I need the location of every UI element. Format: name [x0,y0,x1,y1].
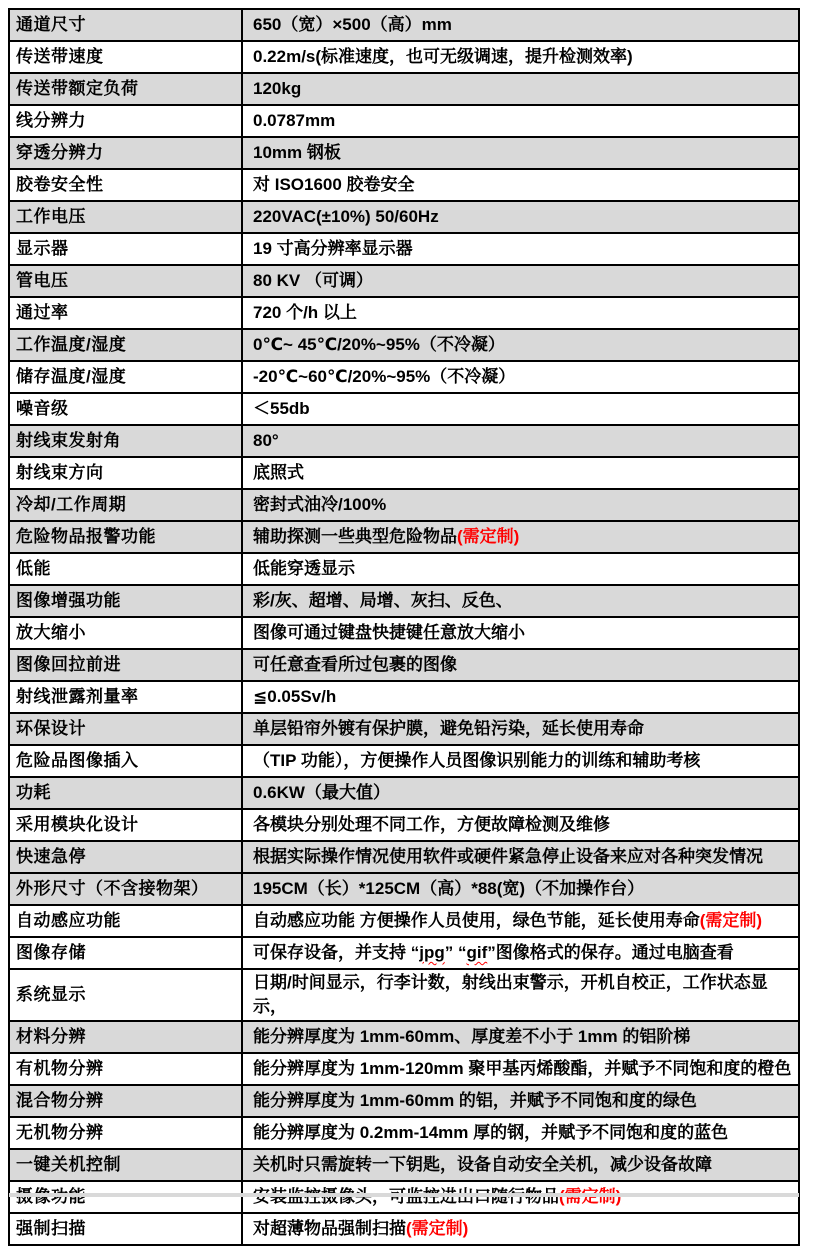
spec-label: 冷却/工作周期 [9,489,242,521]
spec-value [242,777,799,809]
table-row [9,1149,799,1181]
spec-label: 危险物品报警功能 [9,521,242,553]
table-row [9,1053,799,1085]
value-segment: gif [466,943,488,962]
value-segment: （TIP 功能），方便操作人员图像识别能力的训练和辅助考核 [253,751,701,770]
value-segment: 低能穿透显示 [253,559,355,578]
spec-label: 图像存储 [9,937,242,969]
value-segment: ≦0.05Sv/h [253,687,337,706]
value-segment: 650（宽）×500（高）mm [253,15,452,34]
spec-value [242,1053,799,1085]
value-segment: 80 KV （可调） [253,271,373,290]
table-row [9,137,799,169]
spec-value [242,489,799,521]
spec-label: 工作电压 [9,201,242,233]
table-row [9,297,799,329]
table-row [9,233,799,265]
table-row [9,873,799,905]
table-row [9,649,799,681]
spec-value [242,649,799,681]
spec-value [242,905,799,937]
table-row [9,1085,799,1117]
table-row [9,457,799,489]
spec-value [242,521,799,553]
table-row [9,1213,799,1245]
spec-value [242,681,799,713]
value-segment: 可保存设备，并支持 “ [253,943,420,962]
table-row [9,9,799,41]
value-segment: 195CM（长）*125CM（高）*88(宽)（不加操作台） [253,879,645,898]
value-segment: 单层铅帘外镀有保护膜，避免铅污染，延长使用寿命 [253,719,644,738]
value-segment: 底照式 [253,463,304,482]
table-row [9,425,799,457]
value-segment: 根据实际操作情况使用软件或硬件紧急停止设备来应对各种突发情况 [253,847,763,866]
table-row [9,585,799,617]
spec-label: 材料分辨 [9,1021,242,1053]
spec-label: 显示器 [9,233,242,265]
spec-value [242,1021,799,1053]
value-segment: 日期/时间显示，行李计数，射线出束警示，开机自校正，工作状态显示， [253,973,768,1016]
value-segment: 0.6KW（最大值） [253,783,390,802]
spec-label: 放大缩小 [9,617,242,649]
spec-value [242,393,799,425]
table-row [9,1021,799,1053]
spec-label: 图像增强功能 [9,585,242,617]
spec-label: 快速急停 [9,841,242,873]
spec-value [242,329,799,361]
spec-label [9,1181,242,1213]
spec-value [242,201,799,233]
value-segment: ”图像格式的保存。通过电脑查看 [487,943,734,962]
spec-label: 噪音级 [9,393,242,425]
spec-label: 图像回拉前进 [9,649,242,681]
spec-label: 传送带速度 [9,41,242,73]
spec-value [242,425,799,457]
spec-label: 无机物分辨 [9,1117,242,1149]
spec-value [242,969,799,1021]
value-segment: 19 寸高分辨率显示器 [253,239,413,258]
spec-label: 胶卷安全性 [9,169,242,201]
value-segment: 彩/灰、超增、局增、灰扫、反色、 [253,591,513,610]
table-row [9,553,799,585]
spec-label: 强制扫描 [9,1213,242,1245]
spec-value [242,809,799,841]
spec-value [242,105,799,137]
spec-label: 危险品图像插入 [9,745,242,777]
value-segment: 0℃~ 45℃/20%~95%（不冷凝） [253,335,505,354]
spec-label: 混合物分辨 [9,1085,242,1117]
value-segment: 能分辨厚度为 1mm-60mm、厚度差不小于 1mm 的铝阶梯 [253,1027,691,1046]
spec-label: 功耗 [9,777,242,809]
spec-value [242,361,799,393]
spec-label: 外形尺寸（不含接物架） [9,873,242,905]
spec-value [242,617,799,649]
spec-label: 有机物分辨 [9,1053,242,1085]
table-row [9,41,799,73]
value-segment: 能分辨厚度为 0.2mm-14mm 厚的钢，并赋予不同饱和度的蓝色 [253,1123,729,1142]
table-row [9,361,799,393]
table-row [9,105,799,137]
spec-value [242,1149,799,1181]
value-segment: 720 个/h 以上 [253,303,357,322]
table-row [9,201,799,233]
value-segment: 0.0787mm [253,111,336,130]
spec-value [242,873,799,905]
table-row [9,841,799,873]
spec-label: 采用模块化设计 [9,809,242,841]
spec-value [242,73,799,105]
spec-value [242,297,799,329]
table-row [9,617,799,649]
spec-label: 一键关机控制 [9,1149,242,1181]
value-segment: 对 ISO1600 胶卷安全 [253,175,415,194]
spec-label: 环保设计 [9,713,242,745]
table-row [9,745,799,777]
value-segment: 辅助探测一些典型危险物品 [253,527,457,546]
value-segment: 80° [253,431,279,450]
spec-label: 射线泄露剂量率 [9,681,242,713]
value-segment: ＜55db [253,399,310,418]
value-segment: 自动感应功能 方便操作人员使用，绿色节能，延长使用寿命 [253,911,700,930]
value-segment: (需定制) [699,911,763,930]
table-row [9,265,799,297]
spec-value [242,1085,799,1117]
spec-label: 通过率 [9,297,242,329]
table-row [9,329,799,361]
spec-label: 线分辨力 [9,105,242,137]
value-segment: 能分辨厚度为 1mm-60mm 的铝，并赋予不同饱和度的绿色 [253,1091,697,1110]
value-segment: 图像可通过键盘快捷键任意放大缩小 [253,623,525,642]
value-segment: (需定制) [457,527,520,546]
table-row [9,521,799,553]
table-row [9,777,799,809]
cropped-next-row-strip [9,1193,799,1197]
table-row [9,1117,799,1149]
table-row [9,393,799,425]
table-row [9,169,799,201]
table-row [9,681,799,713]
spec-label: 传送带额定负荷 [9,73,242,105]
value-segment: 各模块分别处理不同工作，方便故障检测及维修 [253,815,610,834]
value-segment: 可任意查看所过包裹的图像 [253,655,457,674]
value-segment: 对超薄物品强制扫描 [253,1219,406,1238]
spec-label: 通道尺寸 [9,9,242,41]
value-segment: 0.22m/s(标准速度，也可无级调速，提升检测效率) [253,47,633,66]
table-row [9,809,799,841]
value-segment: 能分辨厚度为 1mm-120mm 聚甲基丙烯酸酯，并赋予不同饱和度的橙色 [253,1059,792,1078]
spec-value [242,233,799,265]
spec-value [242,137,799,169]
spec-value [242,457,799,489]
spec-label: 低能 [9,553,242,585]
value-segment: 220VAC(±10%) 50/60Hz [253,207,439,226]
table-row [9,937,799,969]
table-row [9,73,799,105]
spec-label: 穿透分辨力 [9,137,242,169]
spec-label: 管电压 [9,265,242,297]
spec-value [242,9,799,41]
table-row [9,1181,799,1213]
spec-value [242,169,799,201]
spec-value [242,41,799,73]
spec-table [8,8,800,1246]
spec-label: 储存温度/湿度 [9,361,242,393]
table-row [9,969,799,1021]
table-row [9,713,799,745]
spec-label: 系统显示 [9,969,242,1021]
spec-value [242,937,799,969]
spec-label: 工作温度/湿度 [9,329,242,361]
value-segment: 120kg [253,79,302,98]
spec-label: 自动感应功能 [9,905,242,937]
spec-label: 射线束发射角 [9,425,242,457]
spec-value [242,553,799,585]
spec-value [242,265,799,297]
value-segment: 关机时只需旋转一下钥匙，设备自动安全关机，减少设备故障 [253,1155,712,1174]
value-segment: jpg [419,943,445,962]
spec-value [242,745,799,777]
value-segment: ” “ [444,943,467,962]
spec-value [242,841,799,873]
spec-label: 射线束方向 [9,457,242,489]
spec-value [242,1117,799,1149]
value-segment: (需定制) [406,1219,469,1238]
spec-value [242,713,799,745]
spec-value [242,1213,799,1245]
value-segment: 10mm 钢板 [253,143,341,162]
value-segment: -20℃~60℃/20%~95%（不冷凝） [253,367,516,386]
table-row [9,905,799,937]
spec-value [242,585,799,617]
value-segment: 密封式油冷/100% [253,495,387,514]
table-row [9,489,799,521]
spec-value [242,1181,799,1213]
